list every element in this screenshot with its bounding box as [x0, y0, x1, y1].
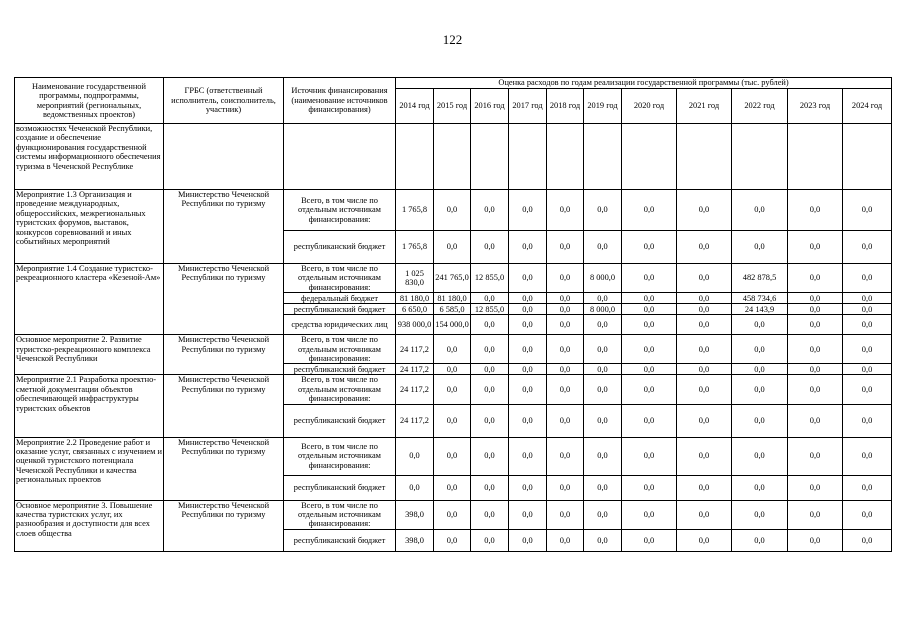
- value-cell: 0,0: [471, 190, 509, 231]
- header-name: Наименование государственной программы, подпрограммы, мероприятий (региональных, ведомственных проектов): [15, 78, 164, 124]
- header-grbs: ГРБС (ответственный исполнитель, соисполнитель, участник): [164, 78, 284, 124]
- header-year: 2014 год: [396, 89, 434, 124]
- value-cell: 12 855,0: [471, 264, 509, 293]
- measure-name: Мероприятие 2.1 Разработка проектно-сметной документации объектов обеспечивающей инфраструктуры туристских объектов: [15, 375, 164, 437]
- measure-name: Мероприятие 2.2 Проведение работ и оказание услуг, связанных с изучением и оценкой туристского потенциала Чеченской Республики и качества региональных проектов: [15, 437, 164, 500]
- continuation-name: возможностях Чеченской Республики, создание и обеспечение функционирования государственной системы информационного обеспечения туризма в Чеченской Республике: [15, 124, 164, 190]
- funding-source: республиканский бюджет: [284, 404, 396, 437]
- value-cell: 0,0: [788, 500, 843, 529]
- responsible-executor: Министерство Чеченской Республики по туризму: [164, 335, 284, 375]
- header-years-group: Оценка расходов по годам реализации государственной программы (тыс. рублей): [396, 78, 892, 89]
- value-cell: 0,0: [843, 264, 892, 293]
- value-cell: 0,0: [622, 364, 677, 375]
- table-row: [15, 190, 892, 231]
- funding-source: Всего, в том числе по отдельным источникам финансирования:: [284, 375, 396, 404]
- value-cell: 0,0: [509, 293, 547, 304]
- header-year: 2016 год: [471, 89, 509, 124]
- value-cell: 0,0: [677, 264, 732, 293]
- value-cell: 0,0: [788, 190, 843, 231]
- value-cell: 0,0: [677, 404, 732, 437]
- value-cell: 0,0: [843, 293, 892, 304]
- value-cell: 0,0: [434, 364, 471, 375]
- value-cell: 0,0: [843, 375, 892, 404]
- funding-source: Всего, в том числе по отдельным источникам финансирования:: [284, 190, 396, 231]
- value-cell: 0,0: [471, 500, 509, 529]
- value-cell: 0,0: [843, 475, 892, 500]
- value-cell: 0,0: [471, 529, 509, 551]
- responsible-executor: Министерство Чеченской Республики по туризму: [164, 264, 284, 335]
- value-cell: 24 143,9: [732, 304, 788, 315]
- funding-source: Всего, в том числе по отдельным источникам финансирования:: [284, 437, 396, 475]
- value-cell: 0,0: [434, 437, 471, 475]
- value-cell: 0,0: [509, 364, 547, 375]
- value-cell: 0,0: [788, 335, 843, 364]
- value-cell: 0,0: [584, 437, 622, 475]
- value-cell: 0,0: [788, 315, 843, 335]
- table-row: [15, 375, 892, 404]
- value-cell: 0,0: [547, 264, 584, 293]
- value-cell: 0,0: [677, 304, 732, 315]
- value-cell: 0,0: [622, 315, 677, 335]
- value-cell: 0,0: [584, 364, 622, 375]
- table-row: [15, 500, 892, 529]
- value-cell: 0,0: [584, 500, 622, 529]
- value-cell: 0,0: [509, 315, 547, 335]
- value-cell: 0,0: [547, 335, 584, 364]
- continuation-row: [15, 124, 892, 190]
- measure-name: Основное мероприятие 2. Развитие туристско-рекреационного комплекса Чеченской Республики: [15, 335, 164, 375]
- value-cell: 0,0: [622, 500, 677, 529]
- value-cell: 0,0: [732, 375, 788, 404]
- funding-source: Всего, в том числе по отдельным источникам финансирования:: [284, 500, 396, 529]
- header-year: 2020 год: [622, 89, 677, 124]
- value-cell: 0,0: [622, 404, 677, 437]
- value-cell: 0,0: [547, 500, 584, 529]
- value-cell: 0,0: [547, 437, 584, 475]
- value-cell: 0,0: [471, 231, 509, 264]
- value-cell: 0,0: [434, 475, 471, 500]
- header-year: 2021 год: [677, 89, 732, 124]
- value-cell: 0,0: [471, 404, 509, 437]
- header-year: 2022 год: [732, 89, 788, 124]
- value-cell: 1 765,8: [396, 190, 434, 231]
- value-cell: 81 180,0: [434, 293, 471, 304]
- value-cell: 1 025 830,0: [396, 264, 434, 293]
- value-cell: 0,0: [471, 475, 509, 500]
- value-cell: 0,0: [622, 529, 677, 551]
- value-cell: 0,0: [509, 375, 547, 404]
- table-row: [15, 335, 892, 364]
- value-cell: 0,0: [471, 437, 509, 475]
- value-cell: 0,0: [547, 293, 584, 304]
- value-cell: 0,0: [677, 500, 732, 529]
- value-cell: 0,0: [509, 304, 547, 315]
- value-cell: 0,0: [471, 315, 509, 335]
- header-source: Источник финансирования (наименование источников финансирования): [284, 78, 396, 124]
- header-year: 2019 год: [584, 89, 622, 124]
- value-cell: 0,0: [584, 375, 622, 404]
- funding-source: республиканский бюджет: [284, 529, 396, 551]
- value-cell: 0,0: [732, 315, 788, 335]
- value-cell: 0,0: [788, 293, 843, 304]
- value-cell: 0,0: [584, 190, 622, 231]
- value-cell: 0,0: [677, 315, 732, 335]
- value-cell: 0,0: [843, 364, 892, 375]
- value-cell: 0,0: [434, 529, 471, 551]
- responsible-executor: Министерство Чеченской Республики по туризму: [164, 437, 284, 500]
- value-cell: 0,0: [677, 475, 732, 500]
- value-cell: 0,0: [509, 437, 547, 475]
- value-cell: 81 180,0: [396, 293, 434, 304]
- value-cell: 0,0: [788, 437, 843, 475]
- table-row: [15, 264, 892, 293]
- value-cell: 0,0: [471, 293, 509, 304]
- value-cell: 0,0: [509, 264, 547, 293]
- value-cell: 6 585,0: [434, 304, 471, 315]
- value-cell: 0,0: [584, 529, 622, 551]
- value-cell: 0,0: [434, 500, 471, 529]
- value-cell: 0,0: [622, 335, 677, 364]
- value-cell: 0,0: [788, 529, 843, 551]
- value-cell: 458 734,6: [732, 293, 788, 304]
- value-cell: 8 000,0: [584, 264, 622, 293]
- value-cell: 0,0: [509, 500, 547, 529]
- value-cell: 0,0: [732, 364, 788, 375]
- value-cell: 0,0: [434, 375, 471, 404]
- value-cell: 0,0: [788, 264, 843, 293]
- value-cell: 0,0: [732, 231, 788, 264]
- value-cell: 1 765,8: [396, 231, 434, 264]
- value-cell: 0,0: [732, 335, 788, 364]
- value-cell: 0,0: [509, 475, 547, 500]
- value-cell: 0,0: [509, 190, 547, 231]
- value-cell: 0,0: [584, 293, 622, 304]
- value-cell: 0,0: [677, 364, 732, 375]
- value-cell: 398,0: [396, 500, 434, 529]
- value-cell: 0,0: [509, 231, 547, 264]
- value-cell: 0,0: [396, 475, 434, 500]
- value-cell: 0,0: [788, 375, 843, 404]
- value-cell: 0,0: [471, 375, 509, 404]
- value-cell: 0,0: [622, 264, 677, 293]
- measure-name: Основное мероприятие 3. Повышение качества туристских услуг, их разнообразия и доступности для всех слоев общества: [15, 500, 164, 551]
- value-cell: 12 855,0: [471, 304, 509, 315]
- value-cell: 0,0: [471, 335, 509, 364]
- responsible-executor: Министерство Чеченской Республики по туризму: [164, 375, 284, 437]
- value-cell: 398,0: [396, 529, 434, 551]
- header-year: 2024 год: [843, 89, 892, 124]
- value-cell: 0,0: [547, 190, 584, 231]
- value-cell: 0,0: [434, 231, 471, 264]
- funding-source: средства юридических лиц: [284, 315, 396, 335]
- value-cell: 0,0: [509, 335, 547, 364]
- value-cell: 0,0: [843, 500, 892, 529]
- budget-table: [14, 77, 892, 552]
- value-cell: 0,0: [396, 437, 434, 475]
- value-cell: 0,0: [622, 293, 677, 304]
- page-number: 122: [442, 32, 463, 47]
- funding-source: республиканский бюджет: [284, 364, 396, 375]
- value-cell: 0,0: [547, 404, 584, 437]
- responsible-executor: Министерство Чеченской Республики по туризму: [164, 500, 284, 551]
- value-cell: 0,0: [584, 335, 622, 364]
- value-cell: 0,0: [677, 437, 732, 475]
- value-cell: 0,0: [788, 231, 843, 264]
- value-cell: 0,0: [788, 475, 843, 500]
- value-cell: 0,0: [732, 475, 788, 500]
- value-cell: 0,0: [434, 335, 471, 364]
- value-cell: 0,0: [732, 190, 788, 231]
- responsible-executor: Министерство Чеченской Республики по туризму: [164, 190, 284, 264]
- value-cell: 0,0: [434, 190, 471, 231]
- value-cell: 241 765,0: [434, 264, 471, 293]
- value-cell: 24 117,2: [396, 335, 434, 364]
- value-cell: 0,0: [622, 375, 677, 404]
- value-cell: 0,0: [843, 315, 892, 335]
- value-cell: 24 117,2: [396, 364, 434, 375]
- value-cell: 24 117,2: [396, 404, 434, 437]
- value-cell: 0,0: [677, 375, 732, 404]
- value-cell: 0,0: [843, 404, 892, 437]
- value-cell: 0,0: [547, 364, 584, 375]
- value-cell: 0,0: [471, 364, 509, 375]
- value-cell: 0,0: [677, 529, 732, 551]
- header-year: 2015 год: [434, 89, 471, 124]
- funding-source: Всего, в том числе по отдельным источникам финансирования:: [284, 264, 396, 293]
- value-cell: 0,0: [547, 529, 584, 551]
- value-cell: 0,0: [732, 529, 788, 551]
- value-cell: 0,0: [732, 437, 788, 475]
- table-row: [15, 437, 892, 475]
- header-year: 2023 год: [788, 89, 843, 124]
- value-cell: 0,0: [788, 404, 843, 437]
- header-year: 2017 год: [509, 89, 547, 124]
- measure-name: Мероприятие 1.4 Создание туристско-рекреационного кластера «Кезеной-Ам»: [15, 264, 164, 335]
- value-cell: 0,0: [584, 315, 622, 335]
- funding-source: Всего, в том числе по отдельным источникам финансирования:: [284, 335, 396, 364]
- value-cell: 0,0: [788, 364, 843, 375]
- value-cell: 0,0: [732, 404, 788, 437]
- value-cell: 0,0: [584, 404, 622, 437]
- value-cell: 0,0: [509, 529, 547, 551]
- value-cell: 0,0: [622, 231, 677, 264]
- value-cell: 0,0: [622, 475, 677, 500]
- value-cell: 0,0: [622, 437, 677, 475]
- value-cell: 0,0: [677, 293, 732, 304]
- value-cell: 0,0: [677, 335, 732, 364]
- value-cell: 0,0: [843, 304, 892, 315]
- value-cell: 0,0: [547, 304, 584, 315]
- value-cell: 938 000,0: [396, 315, 434, 335]
- funding-source: федеральный бюджет: [284, 293, 396, 304]
- value-cell: 0,0: [584, 231, 622, 264]
- value-cell: 0,0: [732, 500, 788, 529]
- value-cell: 0,0: [547, 475, 584, 500]
- value-cell: 6 650,0: [396, 304, 434, 315]
- value-cell: 0,0: [547, 315, 584, 335]
- value-cell: 0,0: [622, 190, 677, 231]
- header-year: 2018 год: [547, 89, 584, 124]
- value-cell: 0,0: [584, 475, 622, 500]
- value-cell: 0,0: [788, 304, 843, 315]
- value-cell: 0,0: [434, 404, 471, 437]
- value-cell: 482 878,5: [732, 264, 788, 293]
- funding-source: республиканский бюджет: [284, 304, 396, 315]
- funding-source: республиканский бюджет: [284, 475, 396, 500]
- value-cell: 0,0: [622, 304, 677, 315]
- value-cell: 154 000,0: [434, 315, 471, 335]
- value-cell: 0,0: [843, 437, 892, 475]
- measure-name: Мероприятие 1.3 Организация и проведение международных, общероссийских, межрегиональных туристских форумов, выставок, конкурсов соревнований и иных событийных мероприятий: [15, 190, 164, 264]
- value-cell: 0,0: [547, 375, 584, 404]
- value-cell: 0,0: [843, 231, 892, 264]
- value-cell: 0,0: [843, 190, 892, 231]
- value-cell: 0,0: [677, 231, 732, 264]
- value-cell: 0,0: [843, 529, 892, 551]
- value-cell: 8 000,0: [584, 304, 622, 315]
- value-cell: 0,0: [677, 190, 732, 231]
- value-cell: 0,0: [509, 404, 547, 437]
- funding-source: республиканский бюджет: [284, 231, 396, 264]
- value-cell: 24 117,2: [396, 375, 434, 404]
- value-cell: 0,0: [547, 231, 584, 264]
- value-cell: 0,0: [843, 335, 892, 364]
